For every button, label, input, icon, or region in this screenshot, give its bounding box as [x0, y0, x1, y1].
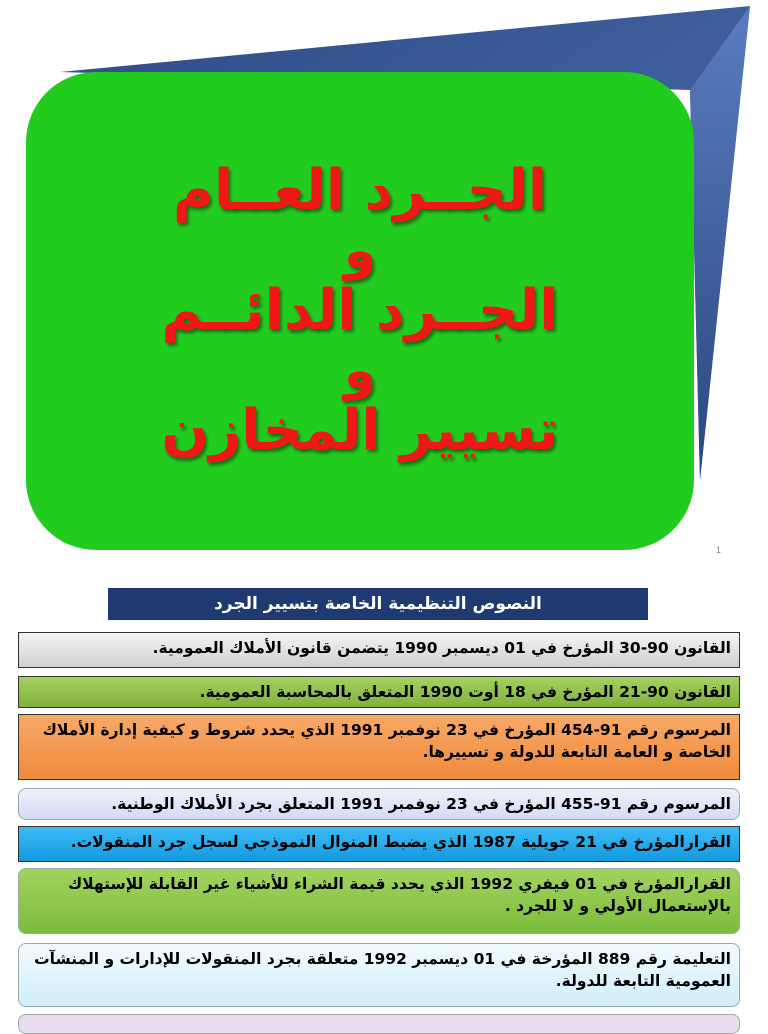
title-line-3: تسيير المخازن — [161, 398, 559, 463]
law-item-1: القانون 90-30 المؤرخ في 01 ديسمبر 1990 يتضمن قانون الأملاك العمومية. — [18, 632, 740, 668]
law-item-6: القرارالمؤرخ في 01 فيفري 1992 الذي يحدد قيمة الشراء للأشياء غير القابلة للإستهلاك بالإستعمال الأولي و لا للجرد . — [18, 868, 740, 934]
law-item-5: القرارالمؤرخ في 21 جويلية 1987 الذي يضبط المنوال النموذجي لسجل جرد المنقولات. — [18, 826, 740, 862]
title-and-1: و — [343, 221, 377, 281]
law-item-8-partial — [18, 1014, 740, 1034]
title-line-2: الجــرد الدائــم — [161, 278, 559, 343]
page-number: 1 — [716, 545, 722, 555]
law-item-4: المرسوم رقم 91-455 المؤرخ في 23 نوفمبر 1991 المتعلق بجرد الأملاك الوطنية. — [18, 788, 740, 820]
section-heading: النصوص التنظيمية الخاصة بتسيير الجرد — [108, 588, 648, 620]
law-item-3: المرسوم رقم 91-454 المؤرخ في 23 نوفمبر 1991 الذي يحدد شروط و كيفية إدارة الأملاك الخاصة و العامة التابعة للدولة و تسييرها. — [18, 714, 740, 780]
law-item-2: القانون 90-21 المؤرخ في 18 أوت 1990 المتعلق بالمحاسبة العمومية. — [18, 676, 740, 708]
law-item-7: التعليمة رقم 889 المؤرخة في 01 ديسمبر 1992 متعلقة بجرد المنقولات للإدارات و المنشآت العمومية التابعة للدولة. — [18, 943, 740, 1007]
title-line-1: الجــرد العــام — [172, 158, 548, 223]
title-and-2: و — [343, 341, 377, 401]
title-box — [26, 72, 694, 550]
